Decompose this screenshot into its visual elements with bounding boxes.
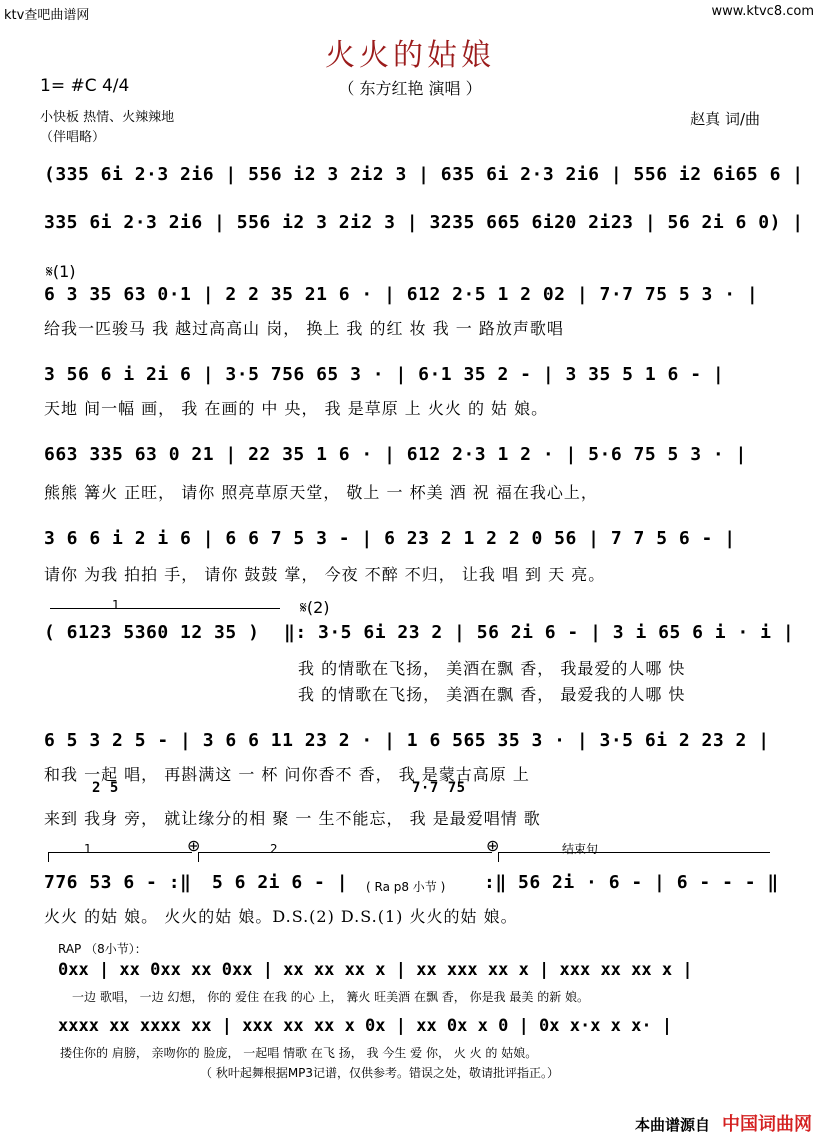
- interlude-notes: ( 6123 5360 12 35 ): [44, 622, 260, 643]
- ending-lyrics: 火火 的姑 娘。 火火的姑 娘。D.S.(2) D.S.(1) 火火的姑 娘。: [44, 907, 518, 926]
- intro-line-1: (335 6i 2·3 2i6 | 556 i2 3 2i2 3 | 635 6i 2·3 2i6 | 556 i2 6i65 6 |: [44, 164, 804, 185]
- verse-notes-3: 663 335 63 0 21 | 22 35 1 6 · | 612 2·3 1 2 · | 5·6 75 5 3 · |: [44, 444, 747, 465]
- alt-notes-b: 7·7 75: [412, 780, 466, 796]
- volta-bracket-2: [198, 852, 492, 853]
- chorus-lyrics-1a: 我 的情歌在飞扬， 美酒在飘 香， 我最爱的人哪 快: [298, 659, 686, 678]
- volta-bracket-1: [48, 852, 192, 853]
- segno-1: 𝄋(1): [46, 262, 76, 281]
- verse-lyrics-2: 天地 间一幅 画， 我 在画的 中 央， 我 是草原 上 火火 的 姑 娘。: [44, 399, 549, 418]
- coda-sign-2: ⊕: [486, 836, 500, 855]
- rap-lyrics-2: 搂住你的 肩膀， 亲吻你的 脸庞， 一起唱 情歌 在飞 扬， 我 今生 爱 你， 火 火 的 姑娘。: [60, 1046, 538, 1060]
- intro-line-2: 335 6i 2·3 2i6 | 556 i2 3 2i2 3 | 3235 665 6i20 2i23 | 56 2i 6 0) |: [44, 212, 804, 233]
- source-label: 本曲谱源自: [634, 1116, 710, 1134]
- segno-2: 𝄋(2): [300, 598, 330, 617]
- volta-bracket-end: [498, 852, 770, 853]
- verse-notes-2: 3 56 6 i 2i 6 | 3·5 756 65 3 · | 6·1 35 2 - | 3 35 5 1 6 - |: [44, 364, 725, 385]
- volta-bracket-1-start: [48, 852, 49, 862]
- rap-bars-label: ( Ra p8 小节 ): [366, 880, 446, 894]
- ending-notes-c: :‖ 56 2i · 6 - | 6 - - - ‖: [484, 872, 779, 893]
- chorus-lyrics-1b: 我 的情歌在飞扬， 美酒在飘 香， 最爱我的人哪 快: [298, 685, 686, 704]
- rap-notes-2: xxxx xx xxxx xx | xxx xx xx x 0x | xx 0x x 0 | 0x x·x x x· |: [58, 1016, 673, 1036]
- rap-notes-1: 0xx | xx 0xx xx 0xx | xx xx xx x | xx xxx xx x | xxx xx xx x |: [58, 960, 693, 980]
- song-title: 火火的姑娘: [325, 38, 495, 73]
- transcription-note: （ 秋叶起舞根据MP3记谱，仅供参考。错误之处，敬请批评指正。）: [200, 1066, 560, 1080]
- volta-bracket-interlude: [50, 608, 280, 609]
- composer-credit: 赵真 词/曲: [690, 110, 760, 128]
- rap-label: RAP （8小节）：: [58, 942, 147, 956]
- rap-lyrics-1: 一边 歌唱， 一边 幻想， 你的 爱住 在我 的心 上， 篝火 旺美酒 在飘 香， 你是我 最美 的新 娘。: [72, 990, 590, 1004]
- verse-notes-1: 6 3 35 63 0·1 | 2 2 35 21 6 · | 612 2·5 1 2 02 | 7·7 75 5 3 · |: [44, 284, 759, 305]
- volta-label-interlude: 1: [112, 598, 120, 612]
- watermark-right: www.ktvc8.com: [711, 4, 814, 19]
- verse-notes-4: 3 6 6 i 2 i 6 | 6 6 7 5 3 - | 6 23 2 1 2 2 0 56 | 7 7 5 6 - |: [44, 528, 736, 549]
- verse-lyrics-1: 给我一匹骏马 我 越过高高山 岗， 换上 我 的红 妆 我 一 路放声歌唱: [44, 319, 564, 338]
- ending-notes-b: 5 6 2i 6 - |: [212, 872, 349, 893]
- chorus-notes-2: 6 5 3 2 5 - | 3 6 6 11 23 2 · | 1 6 565 35 3 · | 3·5 6i 2 23 2 |: [44, 730, 770, 751]
- tempo-marking: 小快板 热情、火辣辣地: [40, 110, 175, 125]
- verse-lyrics-4: 请你 为我 拍拍 手， 请你 鼓鼓 掌， 今夜 不醉 不归， 让我 唱 到 天 亮。: [44, 565, 606, 584]
- accompaniment-note: （伴唱略）: [40, 130, 106, 145]
- volta-label-2: 2: [270, 842, 278, 856]
- chorus-notes-1: ‖: 3·5 6i 23 2 | 56 2i 6 - | 3 i 65 6 i · i |: [284, 622, 795, 643]
- watermark-left: ktv查吧曲谱网: [4, 8, 90, 23]
- volta-bracket-end-start: [498, 852, 499, 862]
- chorus-lyrics-2a: 和我 一起 唱， 再斟满这 一 杯 问你香不 香， 我 是蒙古高原 上: [44, 765, 530, 784]
- key-signature: 1= #C 4/4: [40, 76, 130, 96]
- coda-sign-1: ⊕: [187, 836, 201, 855]
- alt-notes-a: 2 5: [92, 780, 119, 796]
- source-site-link[interactable]: 中国词曲网: [722, 1114, 812, 1135]
- volta-label-1: 1: [84, 842, 92, 856]
- volta-label-end: 结束句: [562, 842, 599, 856]
- volta-bracket-2-start: [198, 852, 199, 862]
- ending-notes-a: 776 53 6 - :‖: [44, 872, 192, 893]
- chorus-lyrics-2b: 来到 我身 旁， 就让缘分的相 聚 一 生不能忘， 我 是最爱唱情 歌: [44, 809, 541, 828]
- song-subtitle: （ 东方红艳 演唱 ）: [338, 79, 482, 98]
- verse-lyrics-3: 熊熊 篝火 正旺， 请你 照亮草原天堂， 敬上 一 杯美 酒 祝 福在我心上，: [44, 483, 598, 502]
